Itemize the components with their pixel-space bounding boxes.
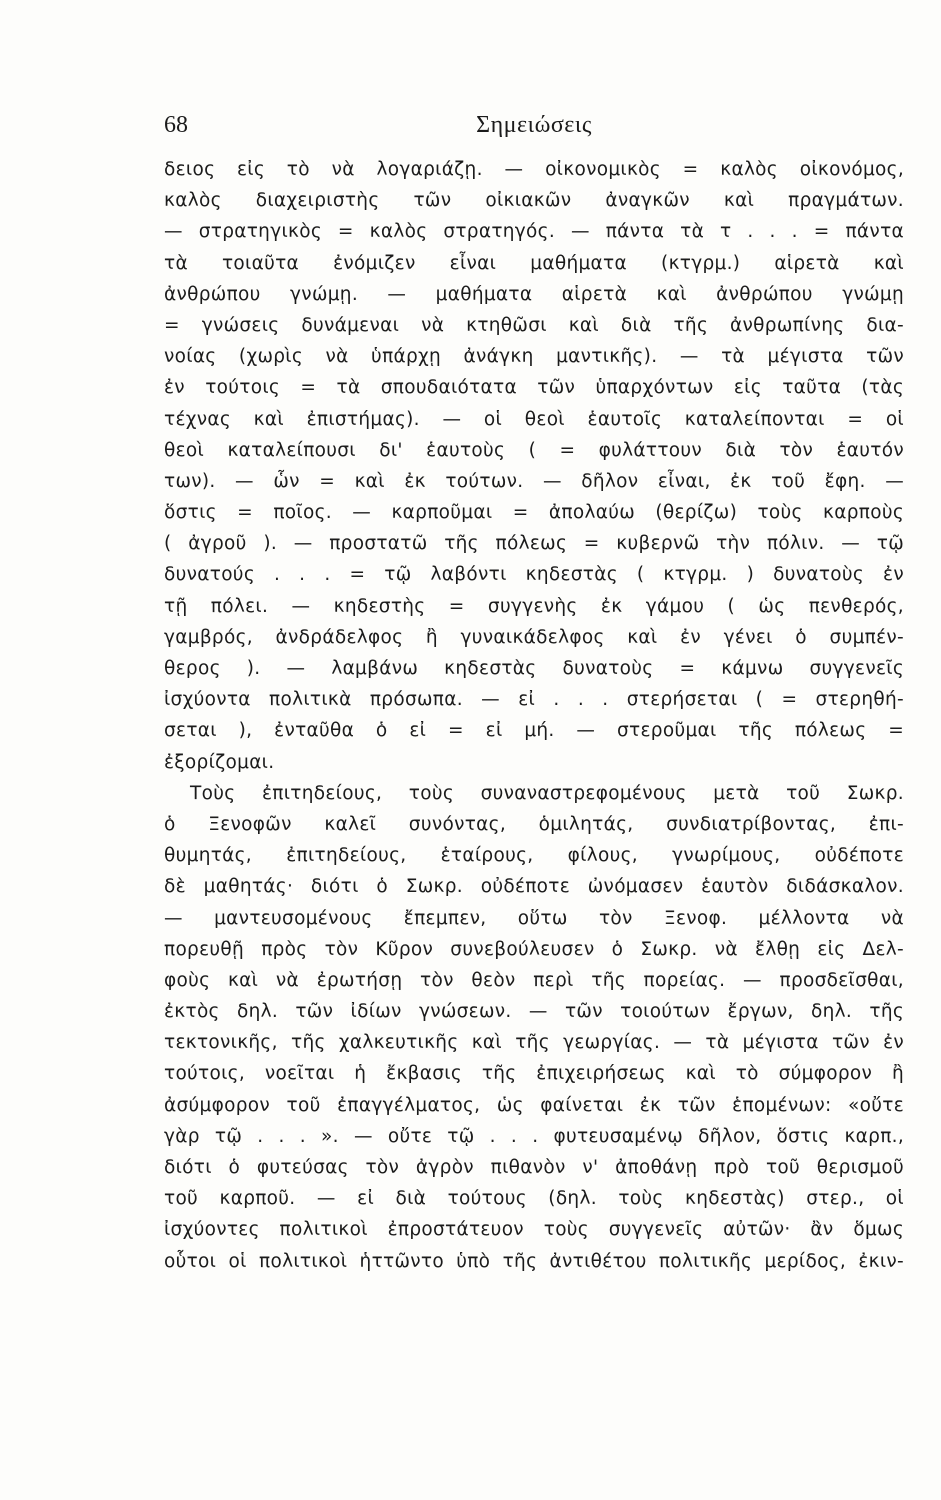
text-line: = γνώσεις δυνάμεναι νὰ κτηθῶσι καὶ διὰ τῆς ἀνθρωπίνης δια- <box>164 314 904 336</box>
text-line: δὲ μαθητάς· διότι ὁ Σωκρ. οὐδέποτε ὠνόμασεν ἑαυτὸν διδάσκαλον. <box>164 876 904 898</box>
text-line: τούτοις, νοεῖται ἡ ἔκβασις τῆς ἐπιχειρήσεως καὶ τὸ σύμφορον ἢ <box>164 1063 904 1085</box>
paragraph-start-line: Τοὺς ἐπιτηδείους, τοὺς συναναστρεφομένους μετὰ τοῦ Σωκρ. <box>190 782 904 804</box>
text-line: γαμβρός, ἀνδράδελφος ἢ γυναικάδελφος καὶ ἐν γένει ὁ συμπέν- <box>164 626 904 648</box>
text-line: ἐκτὸς δηλ. τῶν ἰδίων γνώσεων. — τῶν τοιούτων ἔργων, δηλ. τῆς <box>164 1001 904 1023</box>
text-line: ( ἀγροῦ ). — προστατῶ τῆς πόλεως = κυβερνῶ τὴν πόλιν. — τῷ <box>164 533 904 555</box>
text-line: ὅστις = ποῖος. — καρποῦμαι = ἀπολαύω (θερίζω) τοὺς καρποὺς <box>164 502 904 524</box>
text-line: οὗτοι οἱ πολιτικοὶ ἡττῶντο ὑπὸ τῆς ἀντιθέτου πολιτικῆς μερίδος, ἐκιν- <box>164 1250 904 1272</box>
text-line: θερος ). — λαμβάνω κηδεστὰς δυνατοὺς = κάμνω συγγενεῖς <box>164 658 904 679</box>
running-title: Σημειώσεις <box>476 112 592 138</box>
text-line: τῇ πόλει. — κηδεστὴς = συγγενὴς ἐκ γάμου ( ὡς πενθερός, <box>164 595 904 617</box>
text-line: δειος εἰς τὸ νὰ λογαριάζῃ. — οἰκονομικὸς = καλὸς οἰκονόμος, <box>164 159 904 180</box>
text-line: ἐξορίζομαι. <box>164 751 275 773</box>
text-line: τὰ τοιαῦτα ἐνόμιζεν εἶναι μαθήματα (κτγρμ.) αἱρετὰ καὶ <box>164 252 904 274</box>
page-header <box>164 112 904 144</box>
text-line: θεοὶ καταλείπουσι δι' ἑαυτοὺς ( = φυλάττουν διὰ τὸν ἑαυτόν <box>164 439 904 461</box>
text-line: — στρατηγικὸς = καλὸς στρατηγός. — πάντα τὰ τ . . . = πάντα <box>164 221 904 243</box>
text-line: ὁ Ξενοφῶν καλεῖ συνόντας, ὁμιλητάς, συνδιατρίβοντας, ἐπι- <box>164 813 904 835</box>
text-line: πορευθῇ πρὸς τὸν Κῦρον συνεβούλευσεν ὁ Σωκρ. νὰ ἔλθῃ εἰς Δελ- <box>164 938 904 960</box>
text-line: νοίας (χωρὶς νὰ ὑπάρχῃ ἀνάγκη μαντικῆς). — τὰ μέγιστα τῶν <box>164 346 904 368</box>
page-number: 68 <box>164 112 188 138</box>
text-line: δυνατούς . . . = τῷ λαβόντι κηδεστὰς ( κτγρμ. ) δυνατοὺς ἐν <box>164 564 904 586</box>
text-line: διότι ὁ φυτεύσας τὸν ἀγρὸν πιθανὸν ν' ἀποθάνῃ πρὸ τοῦ θερισμοῦ <box>164 1157 904 1178</box>
text-line: ἰσχύοντες πολιτικοὶ ἐπροστάτευον τοὺς συγγενεῖς αὐτῶν· ἂν ὅμως <box>164 1219 904 1241</box>
text-line: γὰρ τῷ . . . ». — οὔτε τῷ . . . φυτευσαμένῳ δῆλον, ὅστις καρπ., <box>164 1125 904 1147</box>
text-line: φοὺς καὶ νὰ ἐρωτήσῃ τὸν θεὸν περὶ τῆς πορείας. — προσδεῖσθαι, <box>164 969 904 991</box>
text-line: ἰσχύοντα πολιτικὰ πρόσωπα. — εἰ . . . στερήσεται ( = στερηθή- <box>164 689 904 711</box>
text-line: ἀνθρώπου γνώμῃ. — μαθήματα αἱρετὰ καὶ ἀνθρώπου γνώμῃ <box>164 283 904 305</box>
text-line: — μαντευσομένους ἔπεμπεν, οὕτω τὸν Ξενοφ. μέλλοντα νὰ <box>164 907 904 929</box>
text-line: καλὸς διαχειριστὴς τῶν οἰκιακῶν ἀναγκῶν καὶ πραγμάτων. <box>164 190 904 212</box>
text-line: ἀσύμφορον τοῦ ἐπαγγέλματος, ὡς φαίνεται ἐκ τῶν ἑπομένων: «οὔτε <box>164 1094 904 1116</box>
text-line: τέχνας καὶ ἐπιστήμας). — οἱ θεοὶ ἑαυτοῖς καταλείπονται = οἱ <box>164 408 904 430</box>
text-line: θυμητάς, ἐπιτηδείους, ἑταίρους, φίλους, γνωρίμους, οὐδέποτε <box>164 845 904 867</box>
notes-text <box>164 154 904 1277</box>
text-line: ἐν τούτοις = τὰ σπουδαιότατα τῶν ὑπαρχόντων εἰς ταῦτα (τὰς <box>164 377 904 399</box>
text-line: σεται ), ἐνταῦθα ὁ εἰ = εἰ μή. — στεροῦμαι τῆς πόλεως = <box>164 720 904 742</box>
text-line: των). — ὧν = καὶ ἐκ τούτων. — δῆλον εἶναι, ἐκ τοῦ ἔφη. — <box>164 470 904 492</box>
text-line: τεκτονικῆς, τῆς χαλκευτικῆς καὶ τῆς γεωργίας. — τὰ μέγιστα τῶν ἐν <box>164 1032 904 1054</box>
text-line: τοῦ καρποῦ. — εἰ διὰ τούτους (δηλ. τοὺς κηδεστὰς) στερ., οἱ <box>164 1188 904 1210</box>
